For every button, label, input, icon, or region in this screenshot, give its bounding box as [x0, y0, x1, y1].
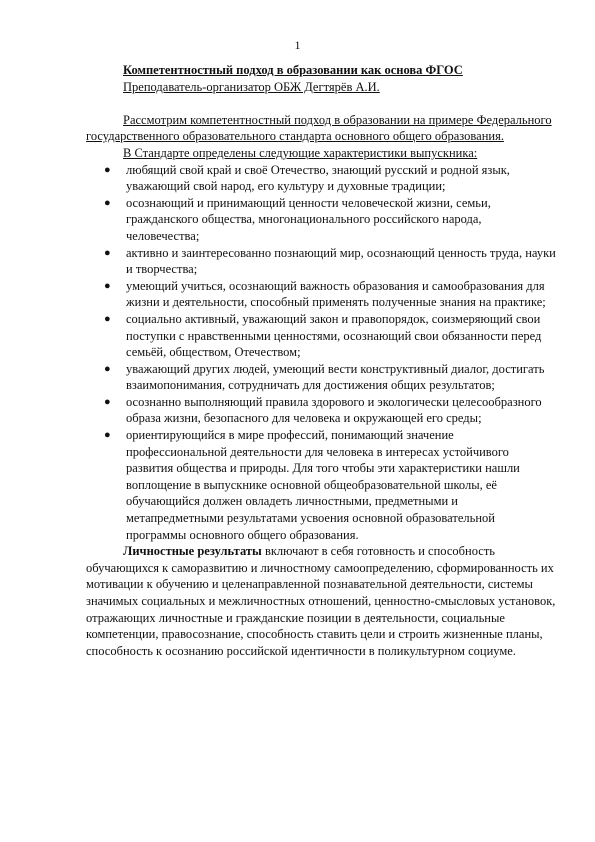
list-item	[86, 361, 556, 394]
list-item	[86, 278, 556, 311]
traits-lead: В Стандарте определены следующие характеристики выпускника:	[123, 145, 478, 160]
document-body	[86, 62, 556, 659]
list-item	[86, 394, 556, 427]
spacer	[86, 95, 556, 112]
bullet-icon: ●	[104, 279, 111, 292]
bullet-icon: ●	[104, 196, 111, 209]
trait-text: уважающий других людей, умеющий вести конструктивный диалог, достигать взаимопонимания, сотрудничать для достижения общих результатов;	[126, 361, 545, 393]
trait-text: осознающий и принимающий ценности человеческой жизни, семьи, гражданского общества, многонационального российского народа, человечества;	[126, 195, 491, 243]
bullet-icon: ●	[104, 163, 111, 176]
trait-text: любящий свой край и своё Отечество, знающий русский и родной язык, уважающий свой народ, его культуру и духовные традиции;	[126, 162, 510, 194]
list-item	[86, 245, 556, 278]
trait-text: ориентирующийся в мире профессий, понимающий значение профессиональной деятельности для человека в интересах устойчивого развития общества и природы. Для того чтобы эти характеристики нашли воплощение в выпускнике основной общеобразовательной школы, её обучающийся должен овладеть личностными, предметными и метапредметными результатами усвоения основной образовательной программы основного общего образования.	[126, 428, 520, 542]
list-item	[86, 427, 556, 543]
bullet-icon: ●	[104, 246, 111, 259]
trait-text: осознанно выполняющий правила здорового и экологически целесообразного образа жизни, безопасного для человека и окружающей его среды;	[126, 394, 542, 426]
personal-results-text: включают в себя готовность и способность обучающихся к саморазвитию и личностному самоопределению, сформированность их мотивации к обучению и целенаправленной познавательной деятельности, системы значимых социальных и межличностных отношений, ценностно-смысловых установок, отражающих личностные и гражданские позиции в деятельности, социальные компетенции, правосознание, способность ставить цели и строить жизненные планы, способность к осознанию российской идентичности в поликультурном социуме.	[86, 544, 556, 658]
trait-text: умеющий учиться, осознающий важность образования и самообразования для жизни и деятельности, способный применять полученные знания на практике;	[126, 278, 546, 310]
author-line: Преподаватель-организатор ОБЖ Дегтярёв А.И.	[123, 79, 380, 94]
intro-paragraph: Рассмотрим компетентностный подход в образовании на примере Федерального государственного образовательного стандарта основного общего образования.	[86, 112, 552, 144]
bullet-icon: ●	[104, 362, 111, 375]
list-item	[86, 195, 556, 245]
bullet-icon: ●	[104, 312, 111, 325]
personal-results-paragraph	[86, 543, 556, 659]
trait-text: социально активный, уважающий закон и правопорядок, соизмеряющий свои поступки с нравственными ценностями, осознающий свои обязанности перед семьёй, обществом, Отечеством;	[126, 311, 542, 360]
bullet-icon: ●	[104, 429, 111, 442]
personal-results-term: Личностные результаты	[123, 544, 262, 559]
page-number: 1	[294, 38, 301, 52]
traits-list	[86, 162, 556, 544]
document-title: Компетентностный подход в образовании как основа ФГОС	[123, 63, 463, 77]
bullet-icon: ●	[104, 395, 111, 408]
list-item	[86, 311, 556, 361]
trait-text: активно и заинтересованно познающий мир, осознающий ценность труда, науки и творчества;	[126, 245, 556, 277]
list-item	[86, 162, 556, 195]
